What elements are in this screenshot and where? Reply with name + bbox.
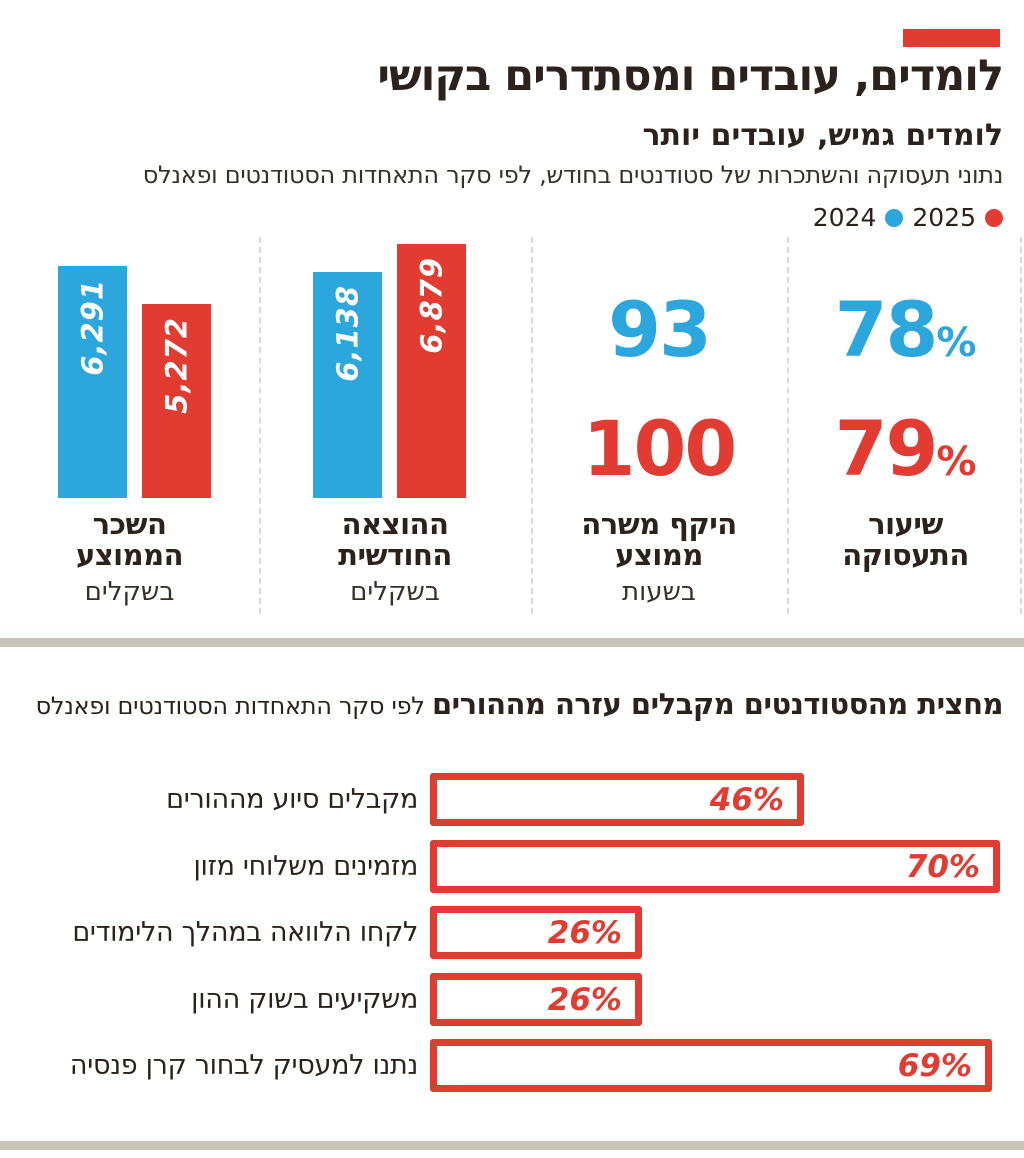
row-label: מזמינים משלוחי מזון bbox=[193, 851, 418, 882]
value-position-scope-2025: 100 bbox=[582, 404, 736, 493]
row-label: מקבלים סיוע מההורים bbox=[166, 784, 418, 815]
bar-value-label: 6,879 bbox=[413, 257, 448, 354]
bar-monthly-expense-2024 bbox=[313, 272, 382, 498]
hbar-row-parental-aid bbox=[0, 773, 1024, 826]
hbar-food-delivery bbox=[430, 840, 1000, 893]
group-label-avg-salary: השכר הממוצע בשקלים bbox=[0, 509, 259, 606]
row-label: משקיעים בשוק ההון bbox=[191, 984, 418, 1015]
bar-percent-label: 26% bbox=[547, 914, 622, 951]
hbar-row-food-delivery bbox=[0, 840, 1024, 893]
group-label-position-scope: היקף משרה ממוצע בשעות bbox=[531, 509, 787, 606]
value-employment-rate-2025: 79% bbox=[834, 404, 977, 493]
bar-value-label: 6,291 bbox=[74, 279, 109, 376]
legend-dot-2025-icon bbox=[985, 209, 1003, 227]
group-unit: בשעות bbox=[622, 576, 696, 607]
bar-percent-label: 46% bbox=[709, 781, 784, 818]
legend-label-2025: 2025 bbox=[912, 203, 976, 232]
value-employment-rate-2024: 78% bbox=[834, 285, 977, 374]
brand-badge bbox=[903, 29, 1000, 47]
legend-label-2024: 2024 bbox=[812, 203, 877, 232]
bar-percent-label: 26% bbox=[547, 981, 622, 1018]
row-label: לקחו הלוואה במהלך הלימודים bbox=[72, 917, 418, 948]
bar-percent-label: 69% bbox=[897, 1047, 972, 1084]
hbar-parental-aid bbox=[430, 773, 804, 826]
page-title: לומדים, עובדים ומסתדרים בקושי bbox=[377, 51, 1003, 101]
legend-dot-2024-icon bbox=[885, 209, 903, 227]
bar-percent-label: 70% bbox=[905, 848, 980, 885]
section-divider bbox=[0, 638, 1024, 647]
hbar-student-loan bbox=[430, 906, 642, 959]
bar-avg-salary-2024 bbox=[58, 266, 127, 498]
group-label-monthly-expense: ההוצאה החודשית בשקלים bbox=[259, 509, 531, 606]
hbar-row-student-loan bbox=[0, 906, 1024, 959]
row-label: נתנו למעסיק לבחור קרן פנסיה bbox=[69, 1050, 418, 1081]
section2-title: מחצית מהסטודנטים מקבלים עזרה מההורים לפי סקר התאחדות הסטודנטים ופאנלס bbox=[35, 687, 1003, 721]
hbar-pension-choice bbox=[430, 1039, 992, 1092]
group-unit: בשקלים bbox=[84, 576, 175, 607]
bar-avg-salary-2025 bbox=[142, 304, 211, 498]
bar-monthly-expense-2025 bbox=[397, 244, 466, 498]
section1-title: לומדים גמיש, עובדים יותר bbox=[642, 118, 1003, 153]
bottom-divider bbox=[0, 1141, 1024, 1150]
section1-subtitle: נתוני תעסוקה והשתכרות של סטודנטים בחודש, לפי סקר התאחדות הסטודנטים ופאנלס bbox=[142, 161, 1003, 189]
value-position-scope-2024: 93 bbox=[608, 285, 710, 374]
hbar-stock-market bbox=[430, 973, 642, 1026]
bar-value-label: 5,272 bbox=[158, 317, 193, 414]
group-label-employment-rate: שיעור התעסוקה bbox=[842, 507, 969, 573]
bar-value-label: 6,138 bbox=[329, 285, 364, 382]
hbar-row-pension-choice bbox=[0, 1039, 1024, 1092]
hbar-row-stock-market bbox=[0, 973, 1024, 1026]
legend bbox=[813, 203, 1003, 232]
group-unit: בשקלים bbox=[350, 576, 440, 607]
